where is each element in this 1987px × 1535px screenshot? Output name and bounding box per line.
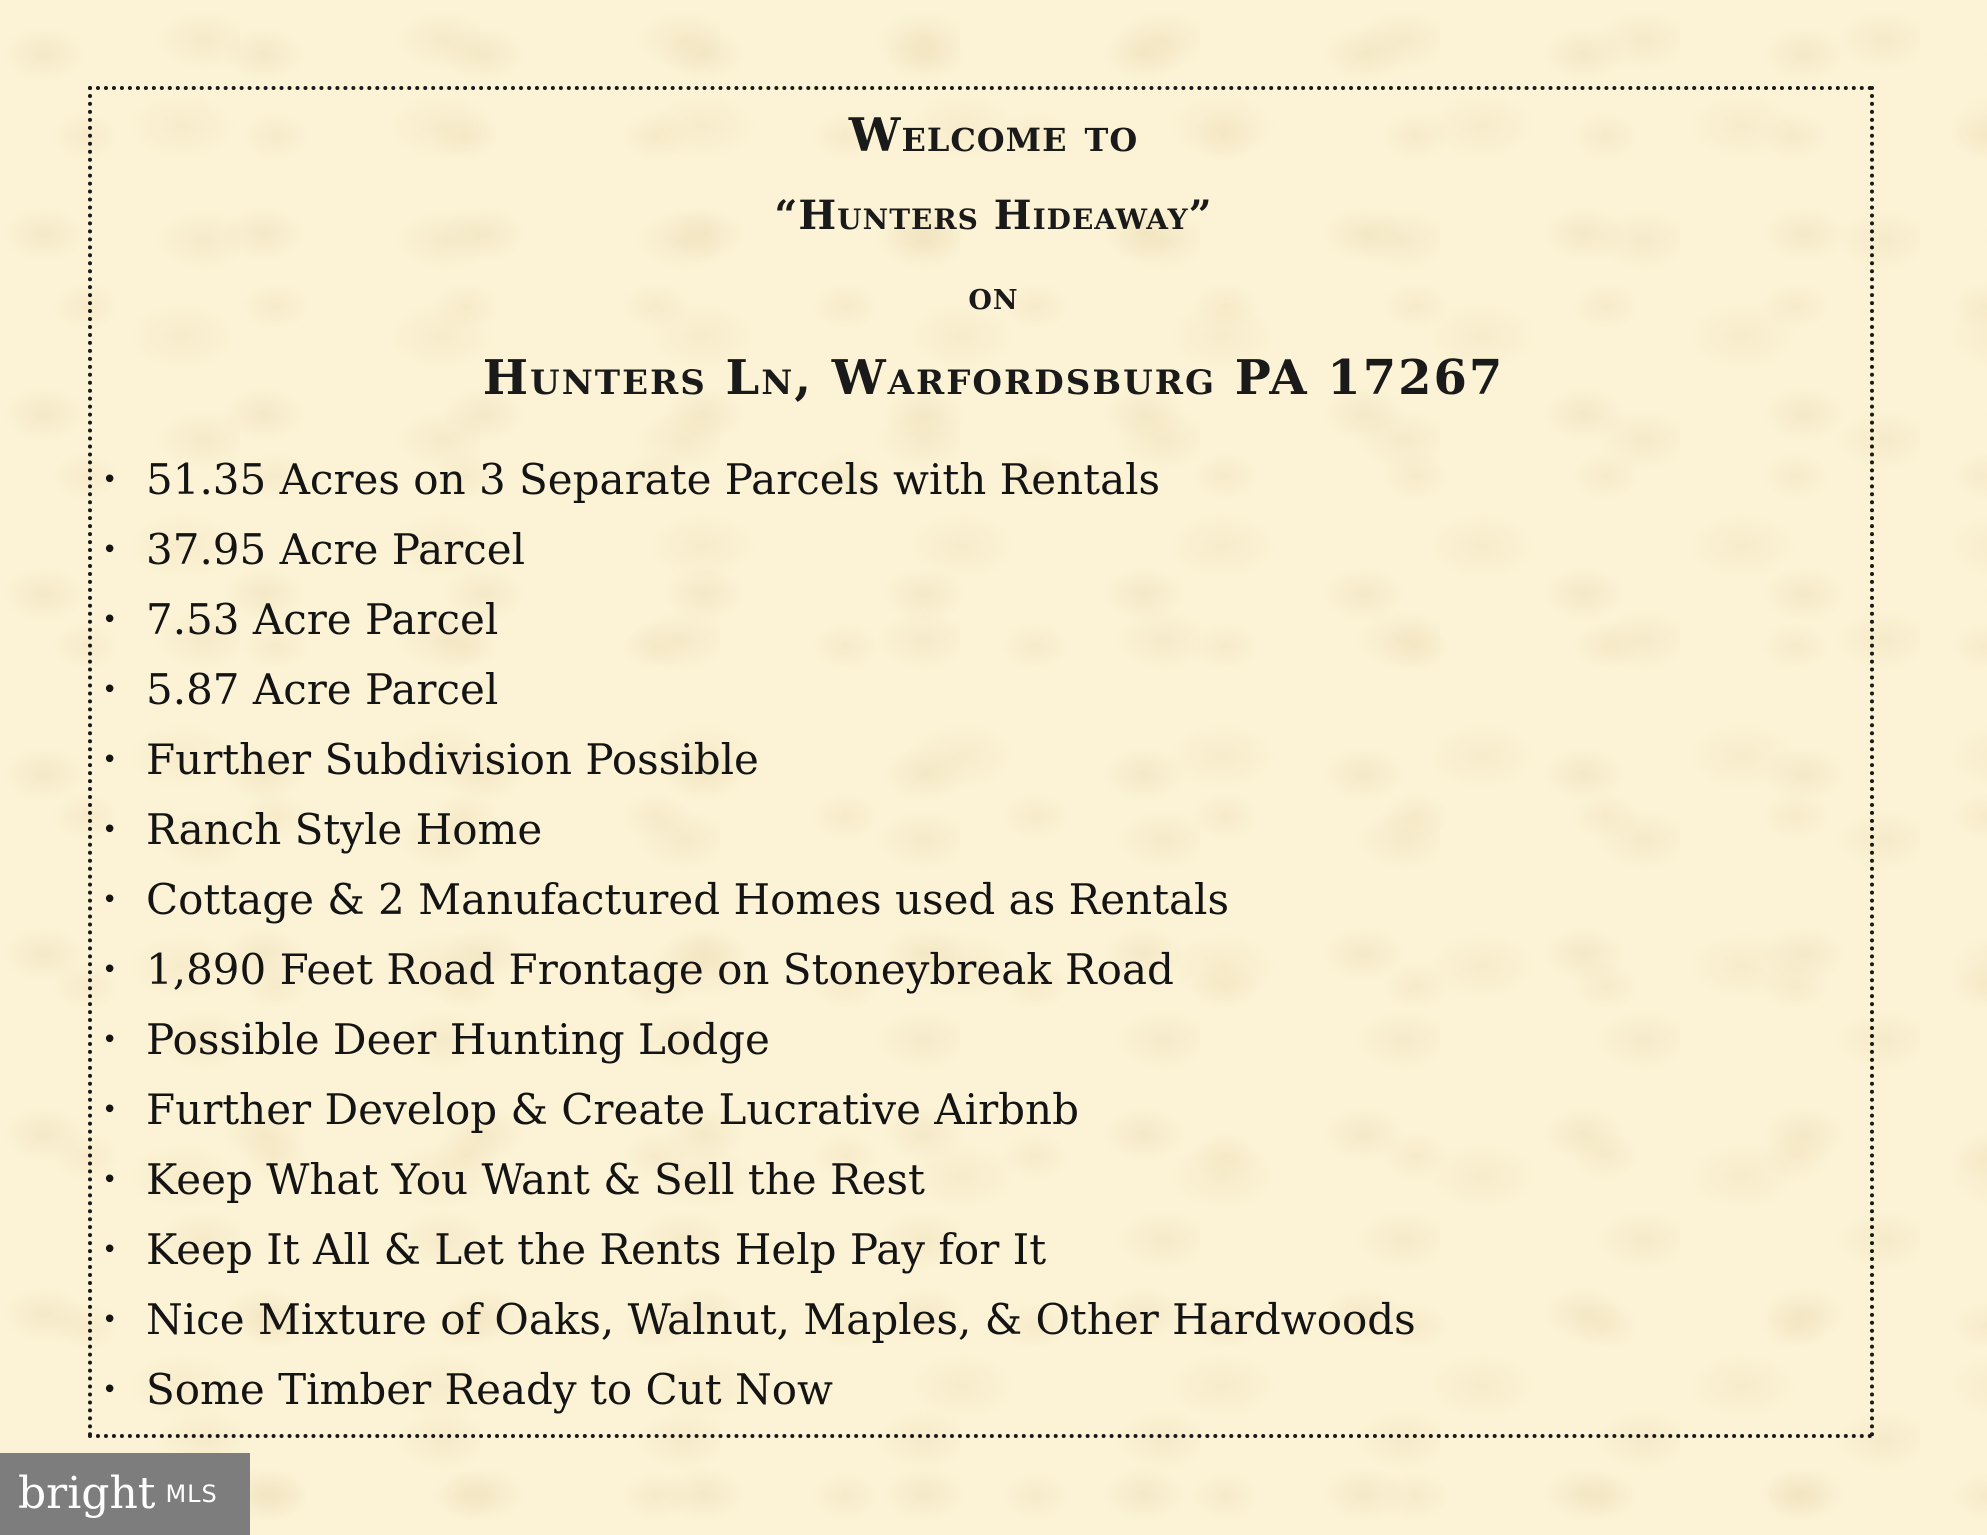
feature-text: Further Develop & Create Lucrative Airbnb <box>146 1085 1079 1134</box>
feature-text: Further Subdivision Possible <box>146 735 759 784</box>
feature-text: Ranch Style Home <box>146 805 543 854</box>
bullet-icon: • <box>102 745 118 775</box>
feature-text: Keep It All & Let the Rents Help Pay for It <box>146 1225 1047 1274</box>
feature-text: 37.95 Acre Parcel <box>146 525 526 574</box>
bullet-icon: • <box>102 1095 118 1125</box>
feature-text: 7.53 Acre Parcel <box>146 595 499 644</box>
bullet-icon: • <box>102 815 118 845</box>
watermark-brand: bright <box>18 1468 156 1519</box>
bright-mls-watermark <box>0 1453 250 1535</box>
on-heading: on <box>968 273 1019 318</box>
feature-text: 1,890 Feet Road Frontage on Stoneybreak Road <box>146 945 1174 994</box>
feature-text: Some Timber Ready to Cut Now <box>146 1365 833 1414</box>
bullet-icon: • <box>102 605 118 635</box>
bullet-icon: • <box>102 1025 118 1055</box>
feature-text: Cottage & 2 Manufactured Homes used as Rentals <box>146 875 1230 924</box>
feature-text: Nice Mixture of Oaks, Walnut, Maples, & Other Hardwoods <box>146 1295 1416 1344</box>
bullet-icon: • <box>102 1375 118 1405</box>
bullet-icon: • <box>102 465 118 495</box>
welcome-heading: Welcome to <box>848 108 1139 162</box>
bullet-icon: • <box>102 885 118 915</box>
bullet-icon: • <box>102 955 118 985</box>
feature-text: 5.87 Acre Parcel <box>146 665 499 714</box>
bullet-icon: • <box>102 1235 118 1265</box>
feature-text: Keep What You Want & Sell the Rest <box>146 1155 925 1204</box>
feature-text: Possible Deer Hunting Lodge <box>146 1015 770 1064</box>
address-heading: Hunters Ln, Warfordsburg PA 17267 <box>482 350 1505 406</box>
feature-text: 51.35 Acres on 3 Separate Parcels with Rentals <box>146 455 1161 504</box>
property-name-heading: “Hunters Hideaway” <box>774 192 1213 239</box>
watermark-suffix: MLS <box>165 1480 218 1508</box>
bullet-icon: • <box>102 675 118 705</box>
bullet-icon: • <box>102 535 118 565</box>
bullet-icon: • <box>102 1305 118 1335</box>
bullet-icon: • <box>102 1165 118 1195</box>
